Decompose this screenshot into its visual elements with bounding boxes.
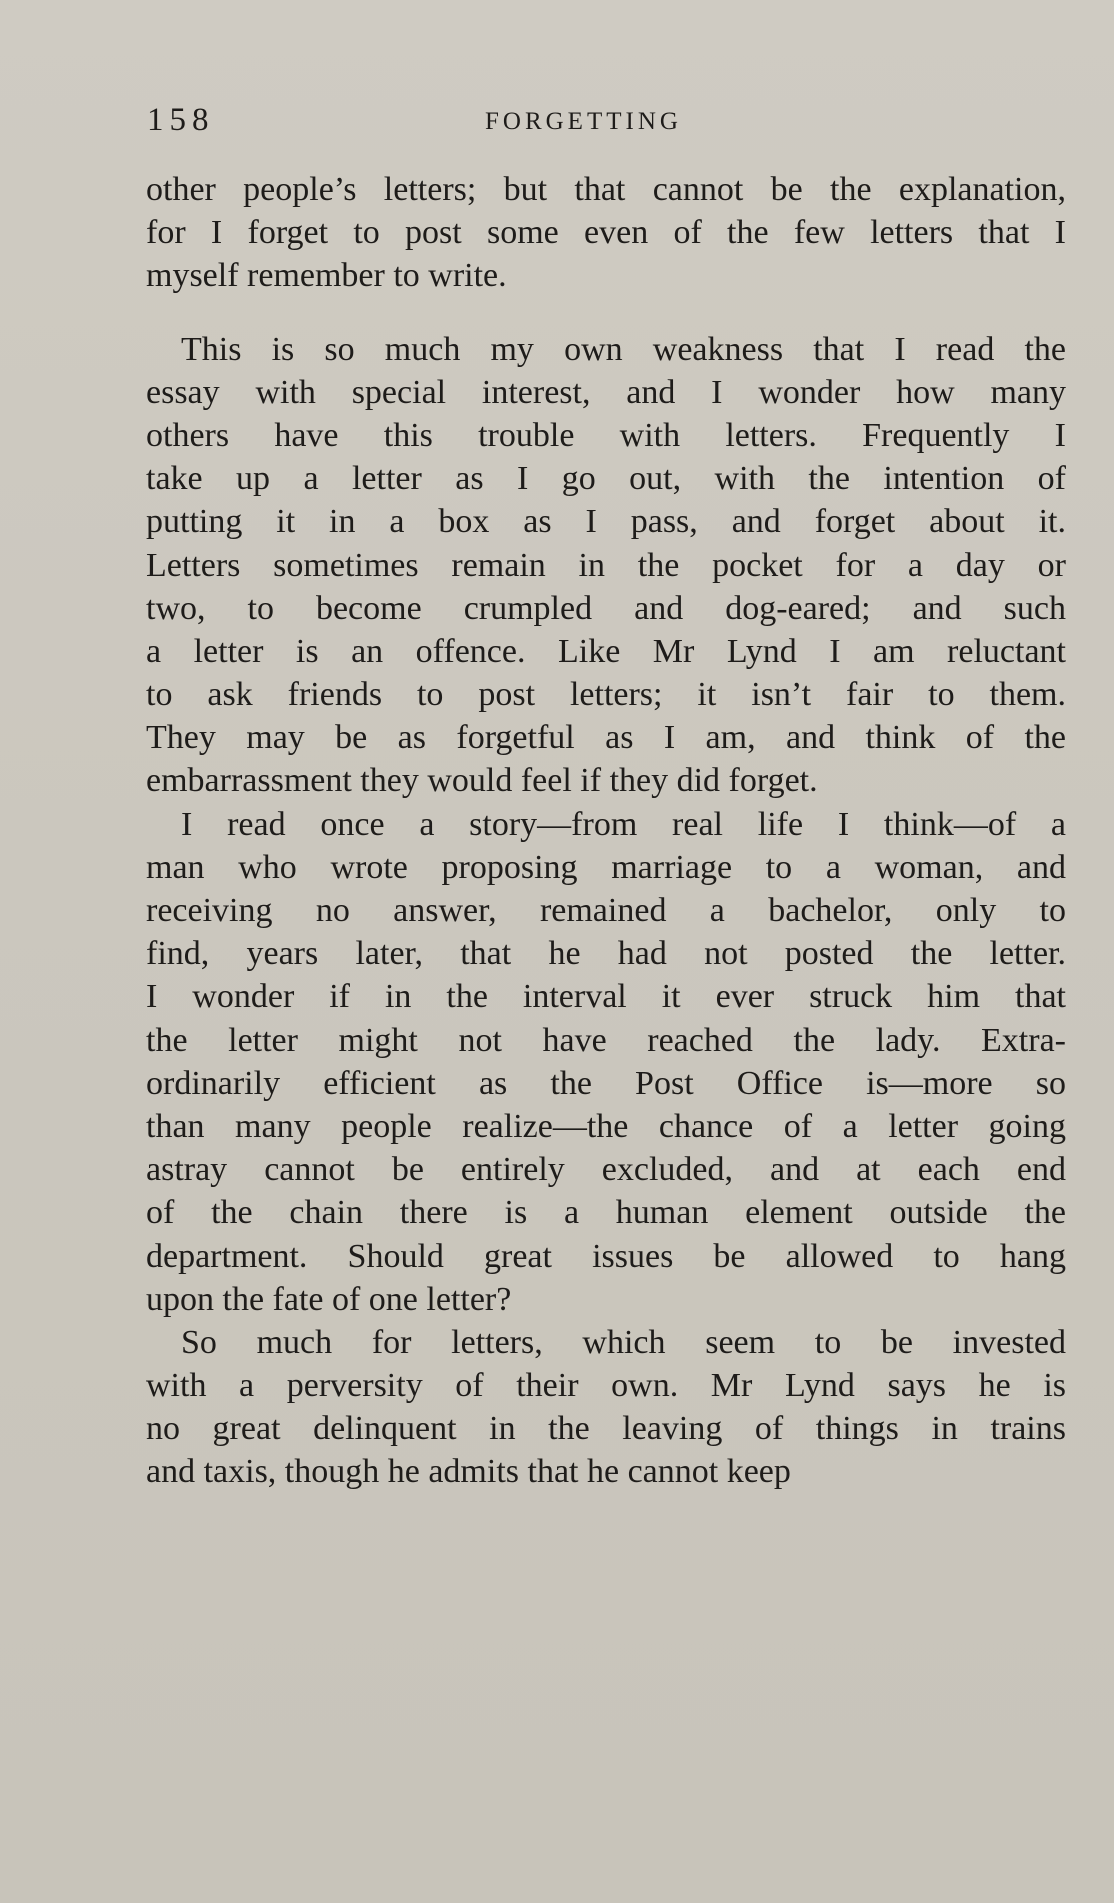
text-line: other people’s letters; but that cannot be the explanation, [146,171,1066,208]
text-line: embarrassment they would feel if they did forget. [146,762,818,800]
paragraph [146,803,1066,1321]
running-head [147,100,1067,140]
text-line: a letter is an offence. Like Mr Lynd I am reluctant [146,632,1066,670]
text-line: So much for letters, which seem to be invested [181,1323,1066,1361]
text-line: two, to become crumpled and dog-eared; and such [146,589,1066,627]
text-line: receiving no answer, remained a bachelor, only to [146,892,1066,929]
text-line: man who wrote proposing marriage to a woman, and [146,848,1066,886]
text-line: no great delinquent in the leaving of things in trains [146,1410,1066,1448]
text-line: Letters sometimes remain in the pocket for a day or [146,546,1066,584]
paragraph [146,1321,1066,1494]
text-line: essay with special interest, and I wonder how many [146,373,1066,411]
text-line: take up a letter as I go out, with the intention of [146,460,1066,498]
text-line: to ask friends to post letters; it isn’t fair to them. [146,676,1066,714]
text-line: of the chain there is a human element outside the [146,1194,1066,1232]
text-line: others have this trouble with letters. Frequently I [146,416,1066,454]
text-line: ordinarily efficient as the Post Office is—more so [146,1064,1066,1102]
text-line: and taxis, though he admits that he cannot keep [146,1453,791,1491]
text-line: department. Should great issues be allowed to hang [146,1237,1066,1275]
text-line: I read once a story—from real life I think—of a [181,805,1066,843]
body-text [146,168,1066,1494]
text-line: putting it in a box as I pass, and forget about it. [146,503,1066,541]
text-line: This is so much my own weakness that I read the [181,330,1066,368]
text-line: They may be as forgetful as I am, and think of the [146,719,1066,757]
text-line: astray cannot be entirely excluded, and at each end [146,1151,1066,1189]
paragraph-gap [146,298,1066,328]
paragraph [146,328,1066,803]
running-title: FORGETTING [485,108,682,135]
text-line: the letter might not have reached the lady. Extra- [146,1021,1066,1059]
text-line: than many people realize—the chance of a letter going [146,1107,1066,1145]
text-line: find, years later, that he had not posted the letter. [146,935,1066,973]
text-line: for I forget to post some even of the few letters that I [146,214,1066,252]
text-line: with a perversity of their own. Mr Lynd says he is [146,1367,1066,1405]
text-line: upon the fate of one letter? [146,1280,512,1318]
text-line: myself remember to write. [146,257,507,295]
text-line: I wonder if in the interval it ever struck him that [146,978,1066,1016]
paragraph [146,168,1066,298]
page-number: 158 [147,102,215,138]
